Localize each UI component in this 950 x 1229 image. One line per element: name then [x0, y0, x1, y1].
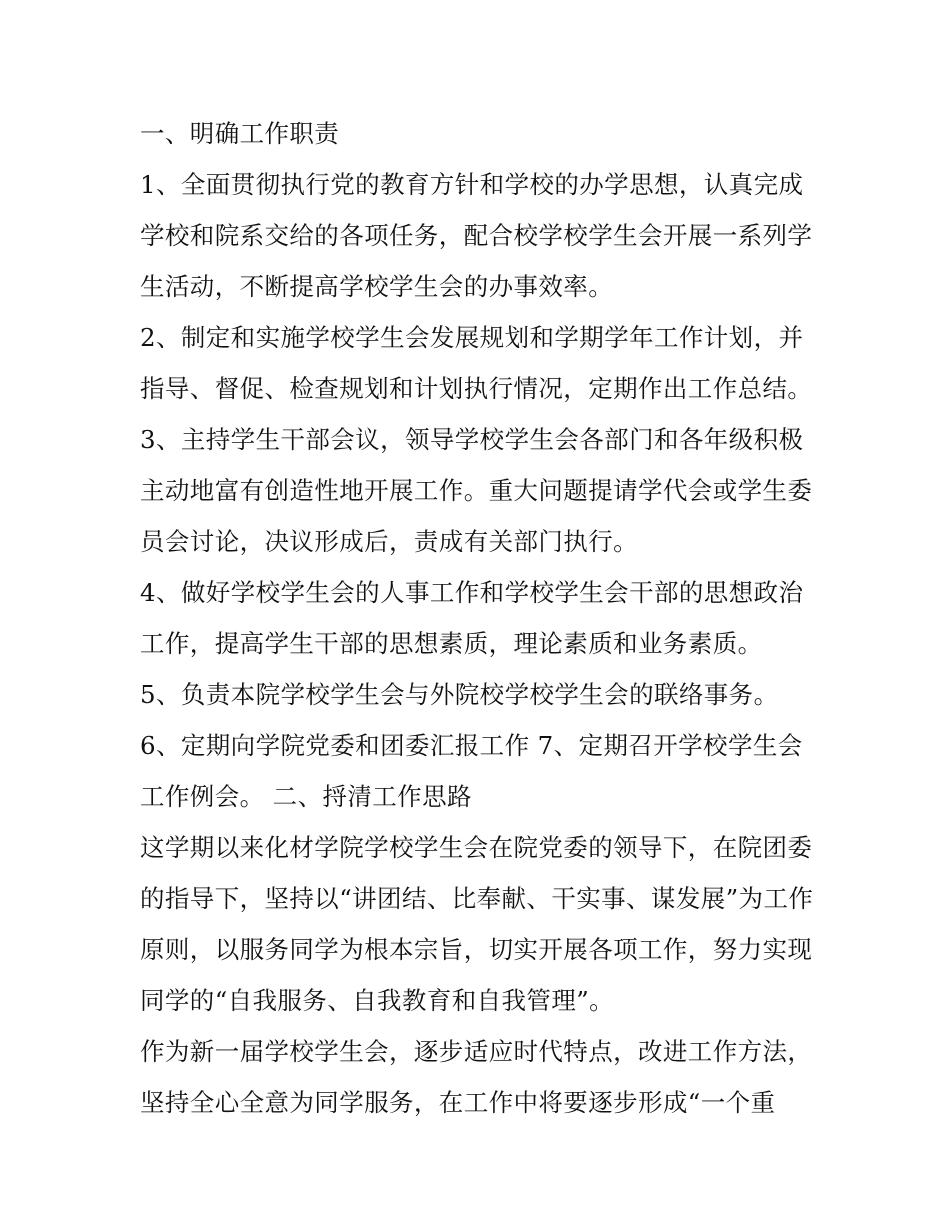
- text-line: 同学的“自我服务、自我教育和自我管理”。: [140, 986, 615, 1015]
- text-line: 原则，以服务同学为根本宗旨，切实开展各项工作，努力实现: [140, 935, 813, 964]
- text-line: 坚持全心全意为同学服务，在工作中将要逐步形成“一个重: [140, 1088, 776, 1117]
- text-line: 的指导下，坚持以“讲团结、比奉献、干实事、谋发展”为工作: [140, 884, 814, 913]
- text-line: 生活动，不断提高学校学生会的办事效率。: [140, 272, 614, 301]
- section-heading: 一、明确工作职责: [140, 119, 340, 148]
- text-line: 作为新一届学校学生会，逐步适应时代特点，改进工作方法，: [140, 1037, 813, 1066]
- text-line: 主动地富有创造性地开展工作。重大问题提请学代会或学生委: [140, 476, 813, 505]
- text-line: 2、制定和实施学校学生会发展规划和学期学年工作计划，并: [140, 323, 804, 352]
- text-line: 工作例会。 二、捋清工作思路: [140, 782, 472, 811]
- text-line: 6、定期向学院党委和团委汇报工作 7、定期召开学校学生会: [140, 731, 803, 760]
- text-line: 这学期以来化材学院学校学生会在院党委的领导下，在院团委: [140, 833, 813, 862]
- text-line: 4、做好学校学生会的人事工作和学校学生会干部的思想政治: [140, 578, 804, 607]
- text-line: 学校和院系交给的各项任务，配合校学校学生会开展一系列学: [140, 221, 813, 250]
- document-body: [140, 108, 820, 1128]
- text-line: 5、负责本院学校学生会与外院校学校学生会的联络事务。: [140, 680, 779, 709]
- text-line: 员会讨论，决议形成后，责成有关部门执行。: [140, 527, 638, 556]
- text-line: 1、全面贯彻执行党的教育方针和学校的办学思想，认真完成: [140, 170, 804, 199]
- text-line: 工作，提高学生干部的思想素质，理论素质和业务素质。: [140, 629, 763, 658]
- text-line: 指导、督促、检查规划和计划执行情况，定期作出工作总结。: [140, 374, 813, 403]
- text-line: 3、主持学生干部会议，领导学校学生会各部门和各年级积极: [140, 425, 804, 454]
